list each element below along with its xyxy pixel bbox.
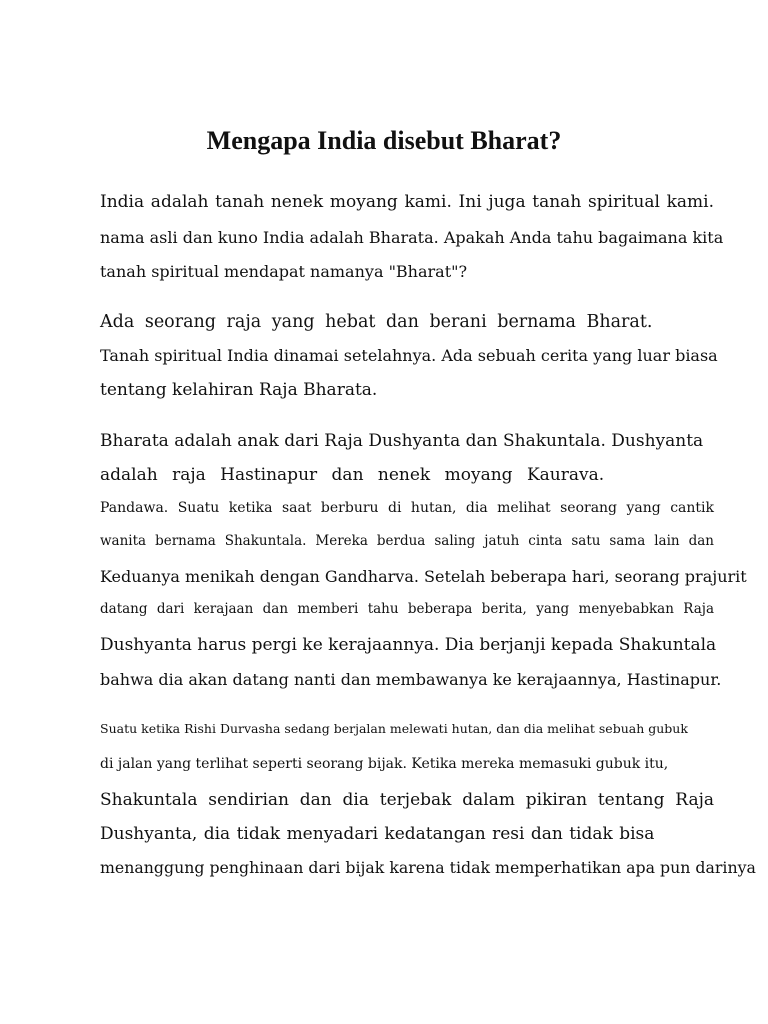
text-line: Ada seorang raja yang hebat dan berani bernama Bharat. — [100, 312, 653, 332]
text-line: tentang kelahiran Raja Bharata. — [100, 380, 378, 400]
text-line: Dushyanta, dia tidak menyadari kedatangan resi dan tidak bisa — [100, 824, 655, 844]
text-line: Keduanya menikah dengan Gandharva. Setelah beberapa hari, seorang prajurit — [100, 567, 747, 586]
text-line: Bharata adalah anak dari Raja Dushyanta dan Shakuntala. Dushyanta — [100, 431, 704, 451]
text-line: Dushyanta harus pergi ke kerajaannya. Dia berjanji kepada Shakuntala — [100, 635, 717, 655]
text-line: bahwa dia akan datang nanti dan membawanya ke kerajaannya, Hastinapur. — [100, 670, 722, 689]
page-title: Mengapa India disebut Bharat? — [206, 126, 562, 155]
text-line: Shakuntala sendirian dan dia terjebak dalam pikiran tentang Raja — [100, 790, 714, 810]
text-line: Pandawa. Suatu ketika saat berburu di hutan, dia melihat seorang yang cantik — [100, 500, 714, 516]
text-line: wanita bernama Shakuntala. Mereka berdua saling jatuh cinta satu sama lain dan — [100, 533, 714, 549]
text-line: menanggung penghinaan dari bijak karena tidak memperhatikan apa pun darinya — [100, 858, 756, 877]
text-line: Tanah spiritual India dinamai setelahnya. Ada sebuah cerita yang luar biasa — [100, 346, 718, 365]
text-line: tanah spiritual mendapat namanya "Bharat"? — [100, 262, 468, 281]
text-line: nama asli dan kuno India adalah Bharata. Apakah Anda tahu bagaimana kita — [100, 228, 724, 247]
text-line: datang dari kerajaan dan memberi tahu beberapa berita, yang menyebabkan Raja — [100, 601, 714, 617]
text-line: India adalah tanah nenek moyang kami. Ini juga tanah spiritual kami. — [100, 192, 714, 212]
text-line: adalah raja Hastinapur dan nenek moyang Kaurava. — [100, 465, 605, 485]
text-line: Suatu ketika Rishi Durvasha sedang berjalan melewati hutan, dan dia melihat sebuah gubuk — [100, 721, 688, 736]
text-line: di jalan yang terlihat seperti seorang bijak. Ketika mereka memasuki gubuk itu, — [100, 756, 669, 772]
